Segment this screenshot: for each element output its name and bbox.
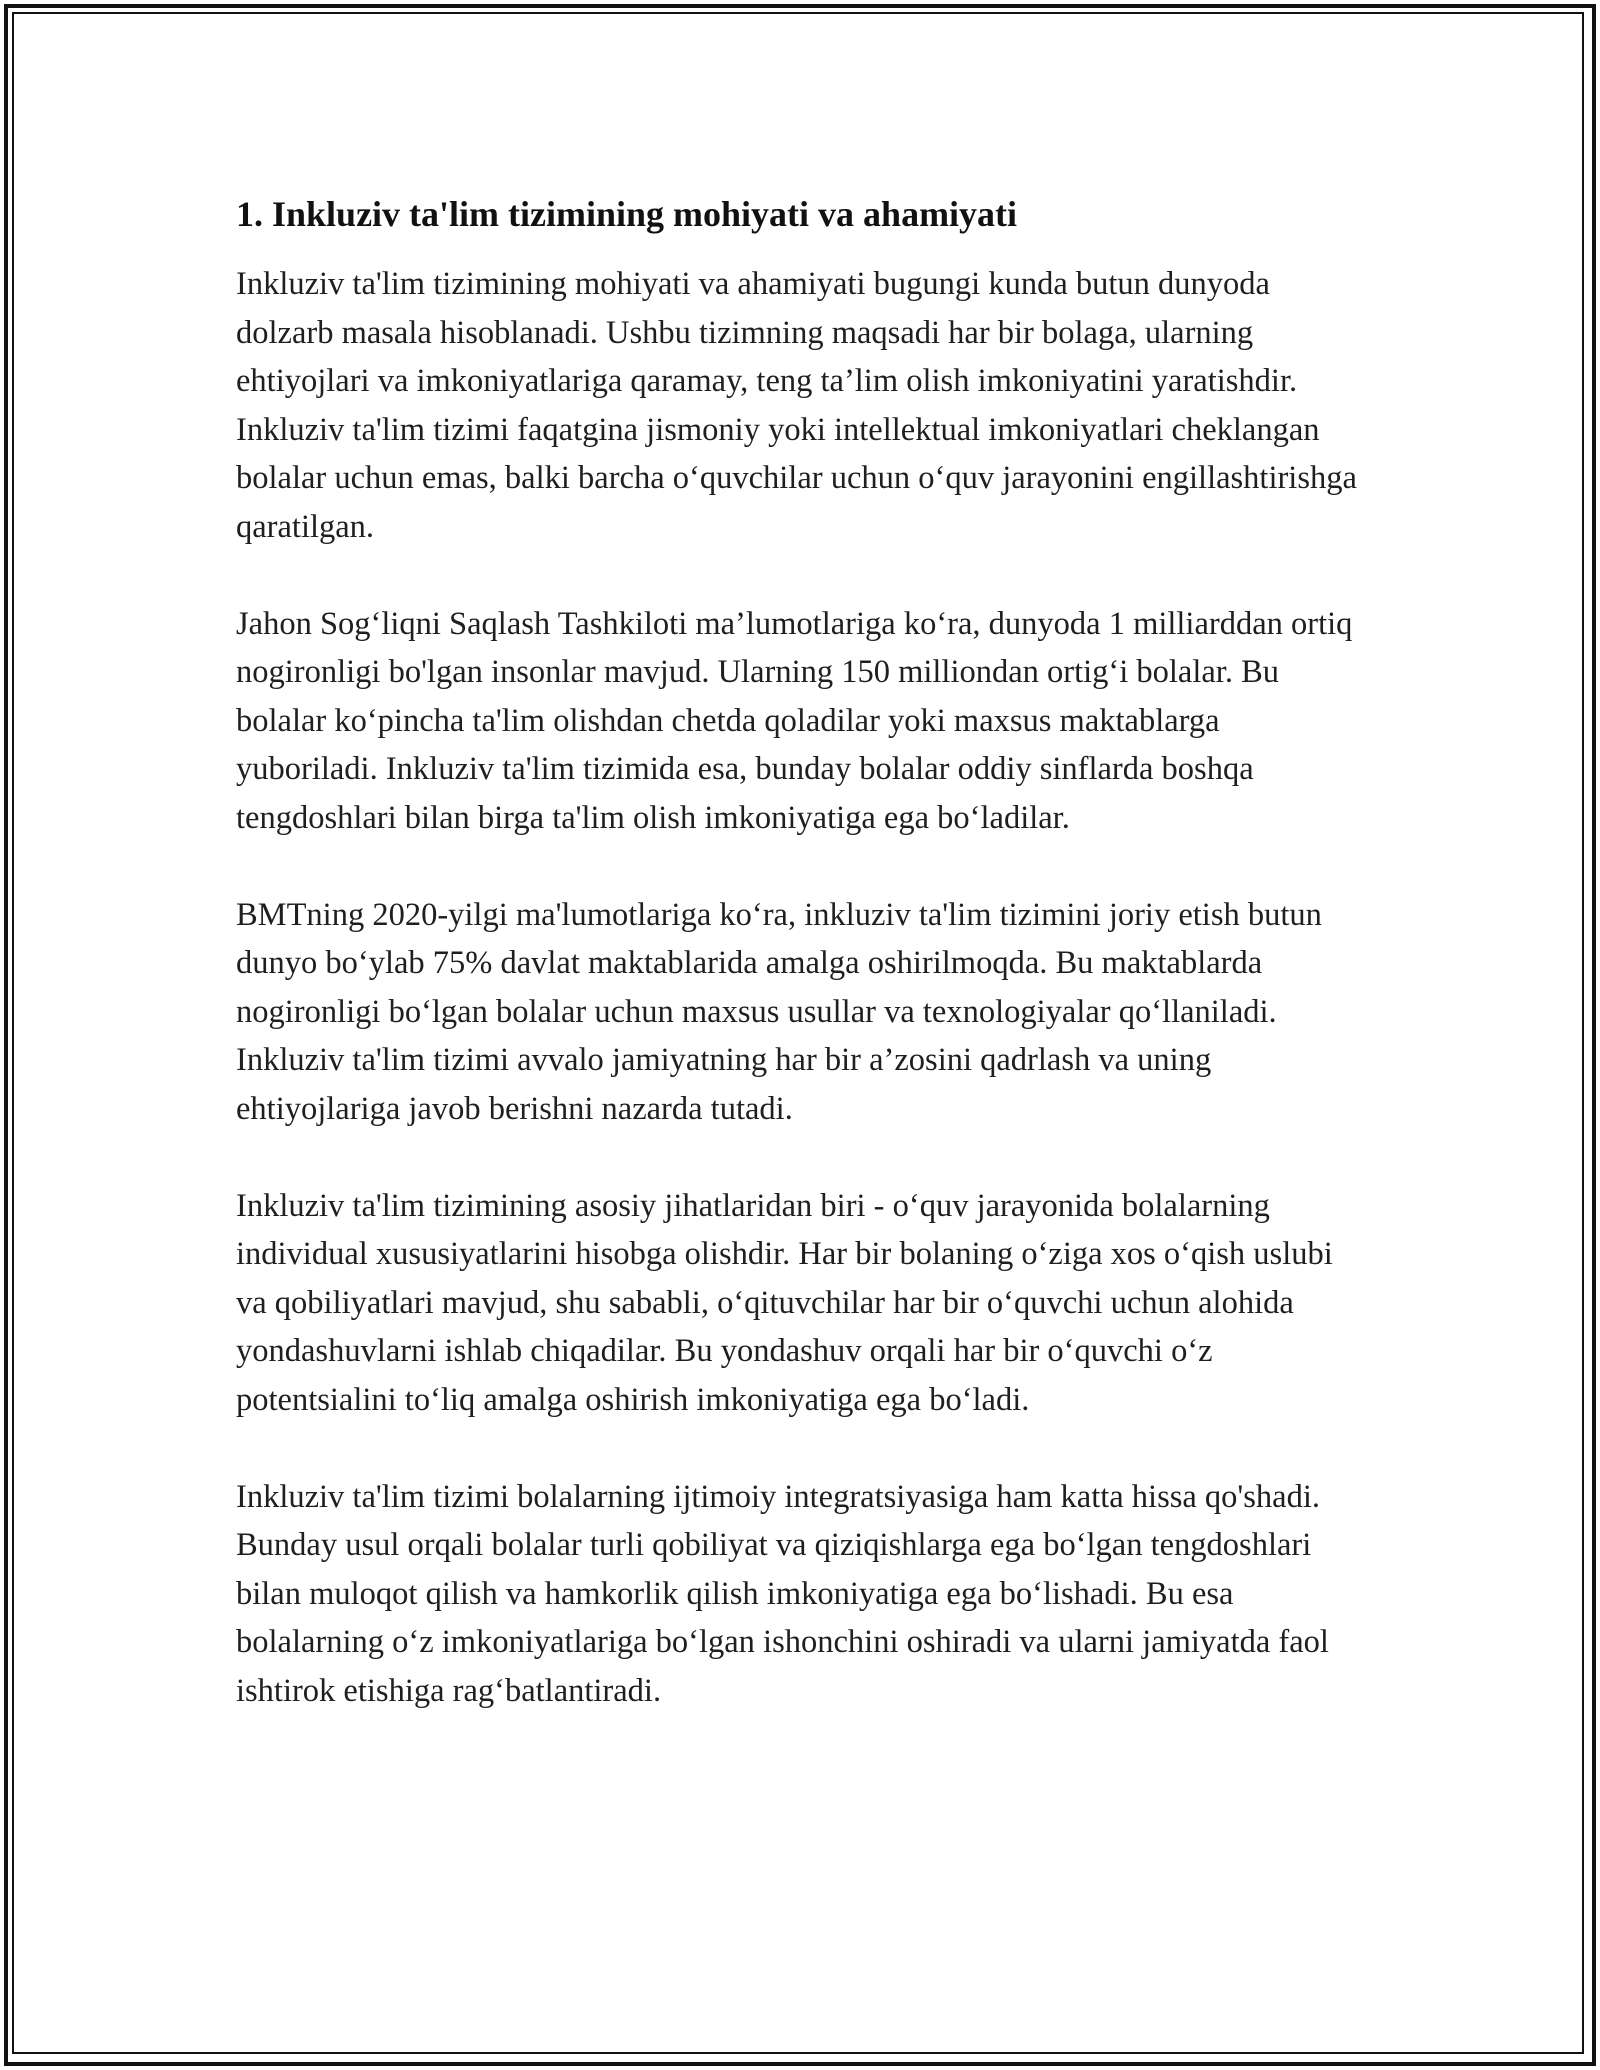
paragraph-4: Inkluziv ta'lim tizimining asosiy jihatlaridan biri - o‘quv jarayonida bolalarning individual xususiyatlarini hisobga olishdir. Har bir bolaning o‘ziga xos o‘qish uslubi va qobiliyatlari mavjud, shu sababli, o‘qituvchilar har bir o‘quvchi uchun alohida yondashuvlarni ishlab chiqadilar. Bu yondashuv orqali har bir o‘quvchi o‘z potentsialini to‘liq amalga oshirish imkoniyatiga ega bo‘ladi. [236, 1187, 1333, 1418]
paragraph-3: BMTning 2020-yilgi ma'lumotlariga ko‘ra, inkluziv ta'lim tizimini joriy etish butun dunyo bo‘ylab 75% davlat maktablarida amalga oshirilmoqda. Bu maktablarda nogironligi bo‘lgan bolalar uchun maxsus usullar va texnologiyalar qo‘llaniladi. Inkluziv ta'lim tizimi avvalo jamiyatning har bir a’zosini qadrlash va uning ehtiyojlariga javob berishni nazarda tutadi. [236, 896, 1322, 1127]
paragraph-1: Inkluziv ta'lim tizimining mohiyati va ahamiyati bugungi kunda butun dunyoda dolzarb masala hisoblanadi. Ushbu tizimning maqsadi har bir bolaga, ularning ehtiyojlari va imkoniyatlariga qaramay, teng ta’lim olish imkoniyatini yaratishdir. Inkluziv ta'lim tizimi faqatgina jismoniy yoki intellektual imkoniyatlari cheklangan bolalar uchun emas, balki barcha o‘quvchilar uchun o‘quv jarayonini engillashtirishga qaratilgan. [236, 266, 1357, 545]
section-heading: 1. Inkluziv ta'lim tizimining mohiyati va ahamiyati [236, 194, 1018, 234]
document-body [236, 190, 1366, 1715]
paragraph-5: Inkluziv ta'lim tizimi bolalarning ijtimoiy integratsiyasiga ham katta hissa qo'shadi. Bunday usul orqali bolalar turli qobiliyat va qiziqishlarga ega bo‘lgan tengdoshlari bilan muloqot qilish va hamkorlik qilish imkoniyatiga ega bo‘lishadi. Bu esa bolalarning o‘z imkoniyatlariga bo‘lgan ishonchini oshiradi va ularni jamiyatda faol ishtirok etishiga rag‘batlantiradi. [236, 1478, 1329, 1709]
paragraph-2: Jahon Sog‘liqni Saqlash Tashkiloti ma’lumotlariga ko‘ra, dunyoda 1 milliarddan ortiq nogironligi bo'lgan insonlar mavjud. Ularning 150 milliondan ortig‘i bolalar. Bu bolalar ko‘pincha ta'lim olishdan chetda qoladilar yoki maxsus maktablarga yuboriladi. Inkluziv ta'lim tizimida esa, bunday bolalar oddiy sinflarda boshqa tengdoshlari bilan birga ta'lim olish imkoniyatiga ega bo‘ladilar. [236, 605, 1353, 836]
